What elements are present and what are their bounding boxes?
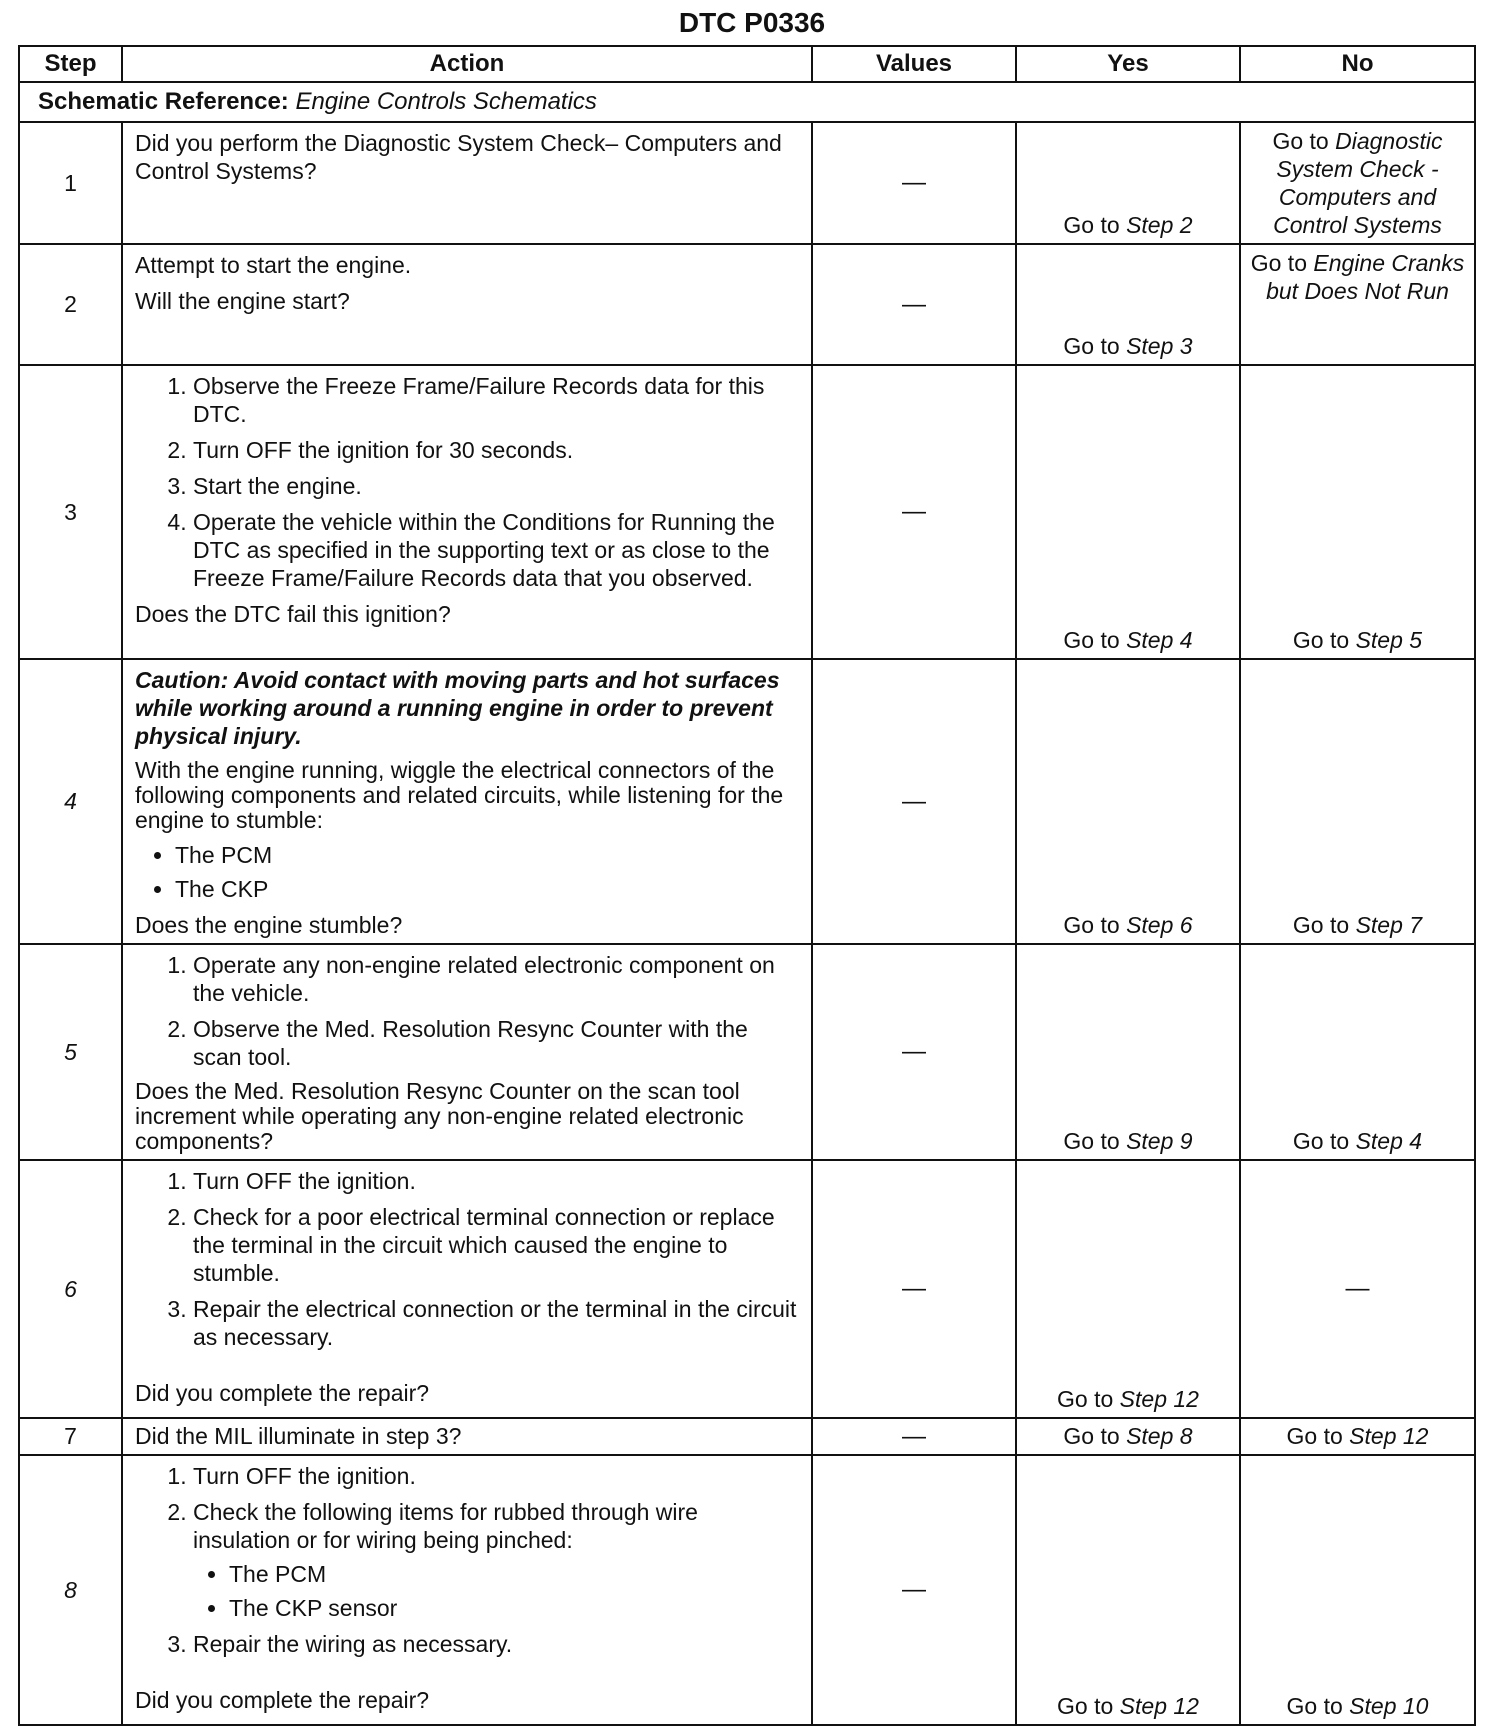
action-step: 3. Start the engine. [193,472,799,500]
step-number: 6 [19,1160,122,1418]
go-to-text: Go to [1063,1423,1120,1449]
action-step: 1. Turn OFF the ignition. [193,1167,799,1195]
action-question: Did you perform the Diagnostic System Check– Computers and Control Systems? [135,130,782,184]
yes-target: Step 2 [1126,212,1193,238]
step-number: 3 [19,365,122,659]
yes-cell [1016,1455,1240,1725]
action-step: 2. Turn OFF the ignition for 30 seconds. [193,436,799,464]
action-cell [122,659,812,944]
no-target: Step 4 [1355,1128,1423,1154]
action-step [193,1498,799,1622]
action-cell [122,944,812,1160]
yes-target: Step 6 [1126,912,1193,938]
yes-target: Step 8 [1126,1423,1193,1449]
table-row [19,659,1475,944]
action-question: Did you complete the repair? [135,1687,430,1713]
component-list [193,1560,799,1622]
no-cell: — [1240,1160,1475,1418]
header-yes: Yes [1016,46,1240,82]
action-question: Did the MIL illuminate in step 3? [135,1423,462,1449]
schematic-value: Engine Controls Schematics [295,88,597,115]
header-row [19,46,1475,82]
action-cell [122,365,812,659]
step-number: 7 [19,1418,122,1455]
no-cell [1240,122,1475,244]
values-cell: — [812,944,1016,1160]
dtc-table [18,45,1476,1726]
values-cell: — [812,1418,1016,1455]
yes-cell [1016,944,1240,1160]
action-cell [122,1418,812,1455]
step-number: 1 [19,122,122,244]
action-cell [122,1455,812,1725]
header-values: Values [812,46,1016,82]
no-target: Step 10 [1349,1693,1429,1719]
yes-target: Step 12 [1119,1693,1199,1719]
list-item: • The PCM [229,1560,799,1588]
schematic-reference [19,82,1475,122]
table-row [19,122,1475,244]
values-cell: — [812,659,1016,944]
values-cell: — [812,1160,1016,1418]
action-step: 1. Operate any non-engine related electronic component on the vehicle. [193,951,799,1007]
action-question: Does the DTC fail this ignition? [135,601,451,627]
go-to-text: Go to [1286,1693,1343,1719]
values-cell: — [812,365,1016,659]
step-number: 5 [19,944,122,1160]
action-text: With the engine running, wiggle the electrical connectors of the following components and related circuits, while listening for the engine to stumble: [135,757,784,833]
list-item: • The PCM [175,841,799,869]
action-step-text: Check the following items for rubbed through wire insulation or for wiring being pinched: [193,1499,698,1553]
schematic-row [19,82,1475,122]
no-target: Step 7 [1355,912,1423,938]
table-row [19,944,1475,1160]
go-to-text: Go to [1063,627,1120,653]
no-target: Step 5 [1355,627,1423,653]
action-step: 4. Operate the vehicle within the Conditions for Running the DTC as specified in the supporting text or as close to the Freeze Frame/Failure Records data that you observed. [193,508,799,592]
yes-target: Step 9 [1126,1128,1193,1154]
schematic-label: Schematic Reference: [38,88,289,115]
action-steps [135,1462,799,1658]
step-number: 2 [19,244,122,365]
no-target: Step 12 [1349,1423,1429,1449]
action-step: 2. Observe the Med. Resolution Resync Counter with the scan tool. [193,1015,799,1071]
no-cell [1240,365,1475,659]
header-step: Step [19,46,122,82]
page-title: DTC P0336 [678,7,826,38]
go-to-text: Go to [1057,1386,1114,1412]
component-list [135,841,799,903]
action-step: 2. Check for a poor electrical terminal connection or replace the terminal in the circuit which caused the engine to stumble. [193,1203,799,1287]
table-row [19,1418,1475,1455]
step-number: 8 [19,1455,122,1725]
action-cell [122,1160,812,1418]
go-to-text: Go to [1250,250,1307,276]
no-target: Diagnostic System Check - Computers and Control Systems [1273,128,1443,238]
no-cell [1240,659,1475,944]
no-cell [1240,1418,1475,1455]
yes-target: Step 4 [1126,627,1193,653]
yes-cell [1016,365,1240,659]
action-steps [135,951,799,1071]
values-cell: — [812,244,1016,365]
go-to-text: Go to [1292,627,1350,653]
header-action: Action [122,46,812,82]
table-row [19,1455,1475,1725]
action-question: Did you complete the repair? [135,1380,430,1406]
no-cell [1240,1455,1475,1725]
go-to-text: Go to [1063,212,1120,238]
action-step: 1. Turn OFF the ignition. [193,1462,799,1490]
action-question: Does the Med. Resolution Resync Counter on the scan tool increment while operating any non-engine related electronic components? [135,1078,744,1154]
table-row [19,365,1475,659]
action-steps [135,1167,799,1351]
action-cell [122,244,812,365]
action-step: 3. Repair the electrical connection or the terminal in the circuit as necessary. [193,1295,799,1351]
step-number: 4 [19,659,122,944]
values-cell: — [812,122,1016,244]
yes-cell [1016,1160,1240,1418]
action-steps [135,372,799,592]
no-cell [1240,244,1475,365]
go-to-text: Go to [1292,1128,1350,1154]
action-step: 3. Repair the wiring as necessary. [193,1630,799,1658]
action-question: Will the engine start? [135,288,350,314]
yes-target: Step 12 [1119,1386,1199,1412]
table-row [19,244,1475,365]
yes-cell [1016,659,1240,944]
go-to-text: Go to [1272,128,1329,154]
yes-target: Step 3 [1126,333,1193,359]
go-to-text: Go to [1063,1128,1120,1154]
go-to-text: Go to [1286,1423,1343,1449]
yes-cell [1016,122,1240,244]
values-cell: — [812,1455,1016,1725]
go-to-text: Go to [1292,912,1350,938]
action-question: Does the engine stumble? [135,912,403,938]
action-text: Attempt to start the engine. [135,252,412,278]
list-item: • The CKP [175,875,799,903]
action-cell [122,122,812,244]
table-row [19,1160,1475,1418]
yes-cell [1016,244,1240,365]
no-target: Engine Cranks but Does Not Run [1266,250,1465,304]
go-to-text: Go to [1063,912,1120,938]
yes-cell [1016,1418,1240,1455]
header-no: No [1240,46,1475,82]
list-item: • The CKP sensor [229,1594,799,1622]
no-cell [1240,944,1475,1160]
action-step: 1. Observe the Freeze Frame/Failure Records data for this DTC. [193,372,799,428]
go-to-text: Go to [1057,1693,1114,1719]
caution-text: Caution: Avoid contact with moving parts and hot surfaces while working around a running engine in order to prevent physical injury. [135,667,780,749]
go-to-text: Go to [1063,333,1120,359]
